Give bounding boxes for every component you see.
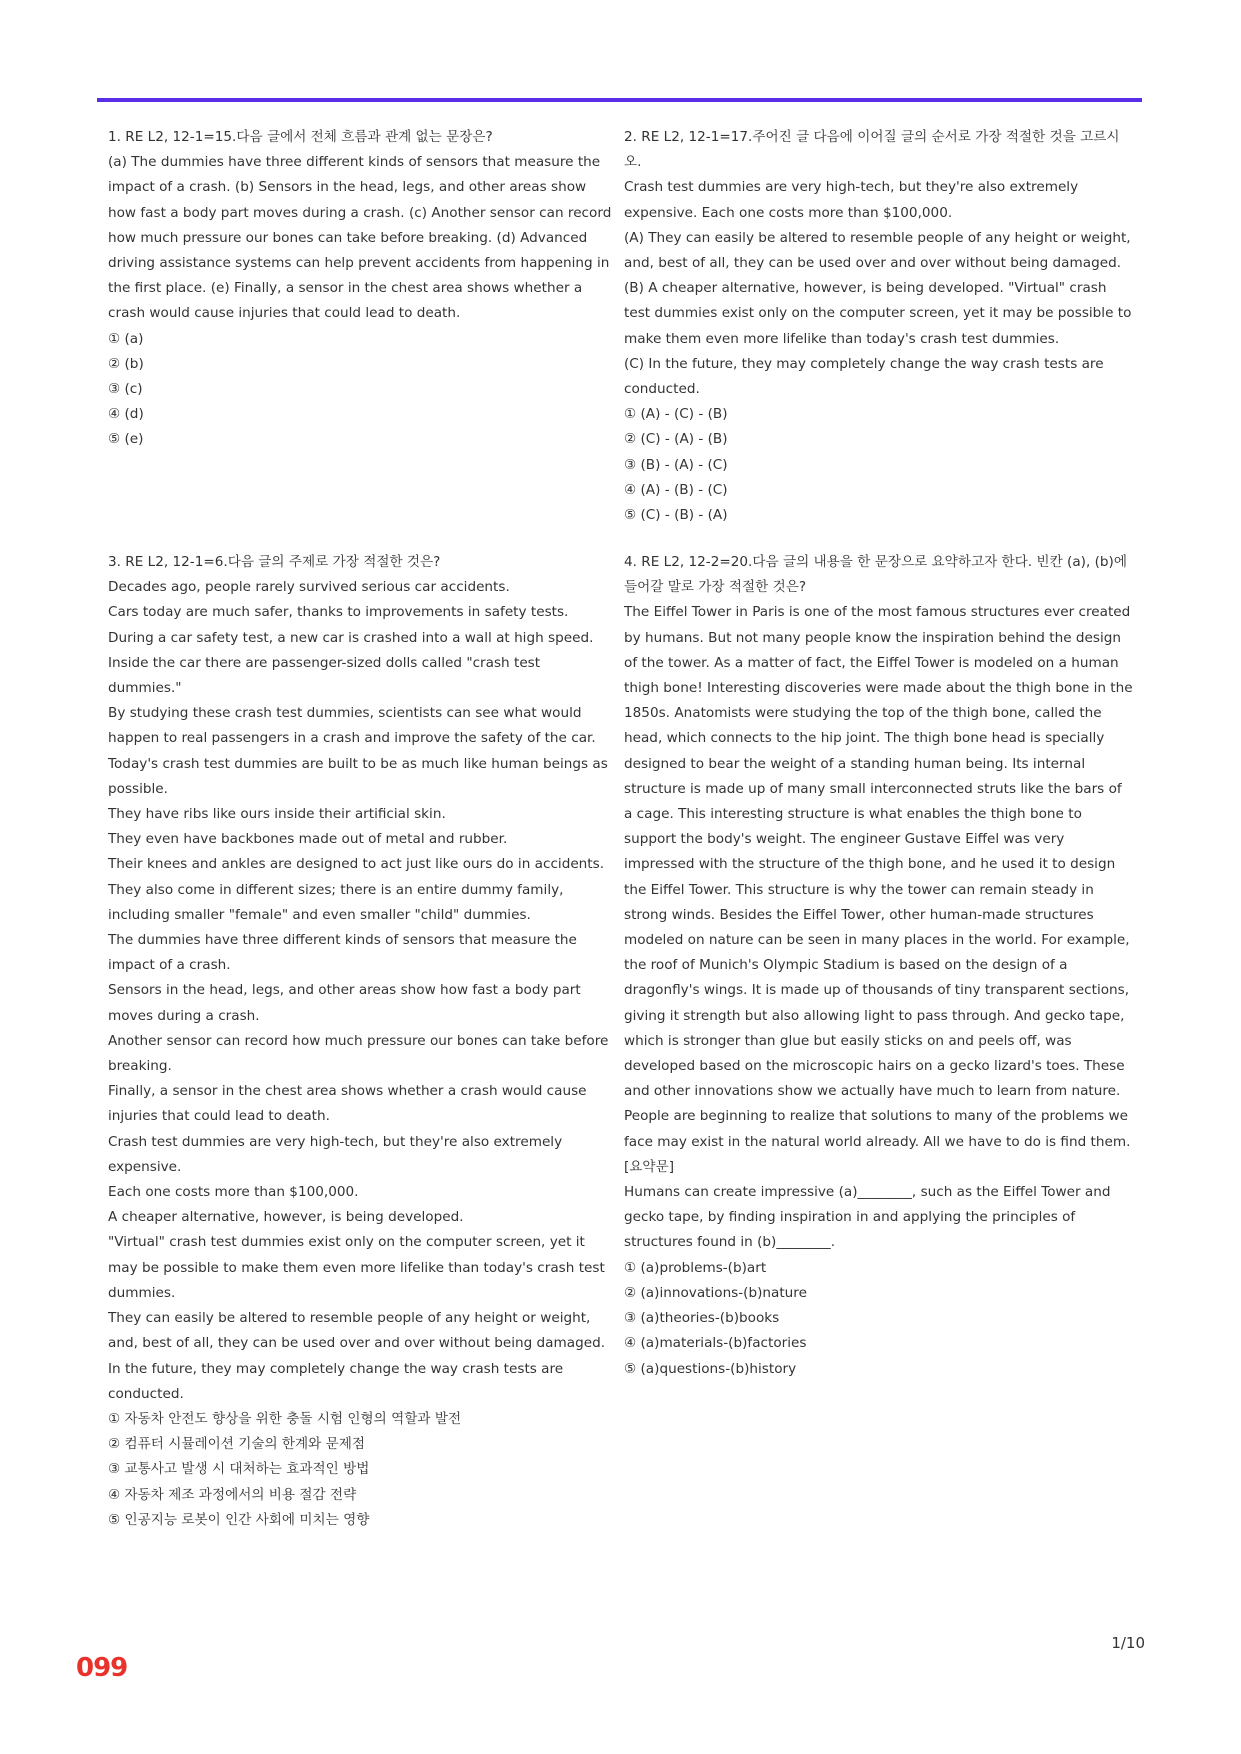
passage-sentence: They have ribs like ours inside their artificial skin. xyxy=(108,806,446,823)
question-2 xyxy=(624,125,1134,528)
passage-sentence: A cheaper alternative, however, is being developed. xyxy=(108,1209,464,1226)
summary-label: [요약문] xyxy=(624,1158,675,1175)
passage-sentence: In the future, they may completely change the way crash tests are conducted. xyxy=(108,1360,564,1402)
passage-sentence: Inside the car there are passenger-sized dolls called "crash test dummies." xyxy=(108,654,541,697)
question-1 xyxy=(108,125,613,453)
passage-paragraph: Crash test dummies are very high-tech, but they're also extremely expensive. Each one costs more than $100,000. xyxy=(624,179,1079,221)
answer-option[interactable]: ④ 자동차 제조 과정에서의 비용 절감 전략 xyxy=(108,1486,357,1503)
passage-sentence: Crash test dummies are very high-tech, but they're also extremely expensive. xyxy=(108,1133,563,1175)
answer-option[interactable]: ⑤ (e) xyxy=(108,431,144,448)
passage-sentence: They even have backbones made out of metal and rubber. xyxy=(108,831,508,848)
passage-sentence: They also come in different sizes; there is an entire dummy family, including smaller "female" and even smaller "child" dummies. xyxy=(108,881,564,923)
answer-option[interactable]: ② 컴퓨터 시뮬레이션 기술의 한계와 문제점 xyxy=(108,1436,366,1453)
passage-sentence: Today's crash test dummies are built to be as much like human beings as possible. xyxy=(108,755,608,797)
page-number: 1/10 xyxy=(1111,1634,1145,1652)
question-title: 4. RE L2, 12-2=20.다음 글의 내용을 한 문장으로 요약하고자 한다. 빈칸 (a), (b)에 들어갈 말로 가장 적절한 것은? xyxy=(624,554,1127,596)
answer-option[interactable]: ③ (a)theories-(b)books xyxy=(624,1310,780,1327)
passage-sentence: Cars today are much safer, thanks to improvements in safety tests. xyxy=(108,604,569,621)
question-title: 1. RE L2, 12-1=15.다음 글에서 전체 흐름과 관계 없는 문장은? xyxy=(108,129,493,145)
passage-sentence: Finally, a sensor in the chest area shows whether a crash would cause injuries that could lead to death. xyxy=(108,1083,587,1125)
passage-sentence: Each one costs more than $100,000. xyxy=(108,1184,359,1201)
answer-option[interactable]: ② (b) xyxy=(108,355,144,372)
passage-paragraph: (C) In the future, they may completely change the way crash tests are conducted. xyxy=(624,355,1104,398)
answer-option[interactable]: ④ (a)materials-(b)factories xyxy=(624,1335,807,1352)
answer-option[interactable]: ① 자동차 안전도 향상을 위한 충돌 시험 인형의 역할과 발전 xyxy=(108,1410,462,1427)
passage-sentence: Their knees and ankles are designed to act just like ours do in accidents. xyxy=(108,856,605,873)
passage-sentence: Decades ago, people rarely survived serious car accidents. xyxy=(108,579,510,596)
question-title: 2. RE L2, 12-1=17.주어진 글 다음에 이어질 글의 순서로 가장 적절한 것을 고르시오. xyxy=(624,129,1120,171)
passage-paragraph: The Eiffel Tower in Paris is one of the most famous structures ever created by humans. But not many people know the inspiration behind the design of the tower. As a matter of fact, the Eiffel Tower is modeled on a human thigh bone! Interesting discoveries were made about the thigh bone in the 1850s. Anatomists were studying the top of the thigh bone, called the head, which connects to the hip joint. The thigh bone head is specially designed to bear the weight of a standing human being. Its internal structure is made up of many small interconnected struts like the bars of a cage. This interesting structure is what enables the thigh bone to support the body's weight. The engineer Gustave Eiffel was very impressed with the structure of the thigh bone, and he used it to design the Eiffel Tower. This structure is why the tower can remain steady in strong winds. Besides the Eiffel Tower, other human-made structures modeled on nature can be seen in many places in the world. For example, the roof of Munich's Olympic Stadium is based on the design of a dragonfly's wings. It is made up of thousands of tiny transparent sections, giving it strength but also allowing light to pass through. And gecko tape, which is stronger than glue but easily sticks on and peels off, was developed based on the microscopic hairs on a gecko lizard's toes. These and other innovations show we actually have much to learn from nature. People are beginning to realize that solutions to many of the problems we face may exist in the natural world already. All we have to do is find them. xyxy=(624,604,1133,1150)
answer-option[interactable]: ① (a)problems-(b)art xyxy=(624,1259,767,1276)
summary-sentence: Humans can create impressive (a)________, such as the Eiffel Tower and gecko tape, by finding inspiration in and applying the principles of structures found in (b)________. xyxy=(624,1184,1111,1251)
answer-option[interactable]: ③ (c) xyxy=(108,381,143,398)
passage-sentence: "Virtual" crash test dummies exist only on the computer screen, yet it may be possible to make them even more lifelike than today's crash test dummies. xyxy=(108,1234,605,1301)
answer-option[interactable]: ④ (d) xyxy=(108,406,144,423)
answer-option[interactable]: ③ 교통사고 발생 시 대처하는 효과적인 방법 xyxy=(108,1461,370,1478)
passage-sentence: They can easily be altered to resemble people of any height or weight, and, best of all, they can be used over and over without being damaged. xyxy=(108,1310,606,1352)
answer-option[interactable]: ⑤ (a)questions-(b)history xyxy=(624,1360,797,1377)
answer-option[interactable]: ② (C) - (A) - (B) xyxy=(624,431,728,448)
question-4 xyxy=(624,550,1134,1382)
top-rule xyxy=(97,98,1142,102)
answer-option[interactable]: ① (a) xyxy=(108,330,144,347)
passage-sentence: Another sensor can record how much pressure our bones can take before breaking. xyxy=(108,1032,609,1075)
passage-sentence: During a car safety test, a new car is crashed into a wall at high speed. xyxy=(108,629,594,646)
answer-option[interactable]: ② (a)innovations-(b)nature xyxy=(624,1284,807,1301)
passage-sentence: By studying these crash test dummies, scientists can see what would happen to real passengers in a crash and improve the safety of the car. xyxy=(108,705,596,747)
question-title: 3. RE L2, 12-1=6.다음 글의 주제로 가장 적절한 것은? xyxy=(108,554,441,570)
answer-option[interactable]: ① (A) - (C) - (B) xyxy=(624,406,728,423)
answer-option[interactable]: ⑤ (C) - (B) - (A) xyxy=(624,507,728,524)
passage-paragraph: (A) They can easily be altered to resemble people of any height or weight, and, best of all, they can be used over and over without being damaged. xyxy=(624,229,1131,272)
passage-sentence: Sensors in the head, legs, and other areas show how fast a body part moves during a crash. xyxy=(108,982,581,1024)
passage-paragraph: (a) The dummies have three different kinds of sensors that measure the impact of a crash. (b) Sensors in the head, legs, and other areas show how fast a body part moves during a crash. (c) Another sensor can record how much pressure our bones can take before breaking. (d) Advanced driving assistance systems can help prevent accidents from happening in the first place. (e) Finally, a sensor in the chest area shows whether a crash would cause injuries that could lead to death. xyxy=(108,154,612,322)
question-3 xyxy=(108,550,613,1533)
passage-sentence: The dummies have three different kinds of sensors that measure the impact of a crash. xyxy=(108,932,577,974)
publisher-logo: 099 xyxy=(76,1653,128,1683)
answer-option[interactable]: ⑤ 인공지능 로봇이 인간 사회에 미치는 영향 xyxy=(108,1511,370,1528)
passage-paragraph: (B) A cheaper alternative, however, is being developed. "Virtual" crash test dummies exist only on the computer screen, yet it may be possible to make them even more lifelike than today's crash test dummies. xyxy=(624,280,1132,347)
answer-option[interactable]: ④ (A) - (B) - (C) xyxy=(624,481,728,498)
answer-option[interactable]: ③ (B) - (A) - (C) xyxy=(624,456,728,473)
